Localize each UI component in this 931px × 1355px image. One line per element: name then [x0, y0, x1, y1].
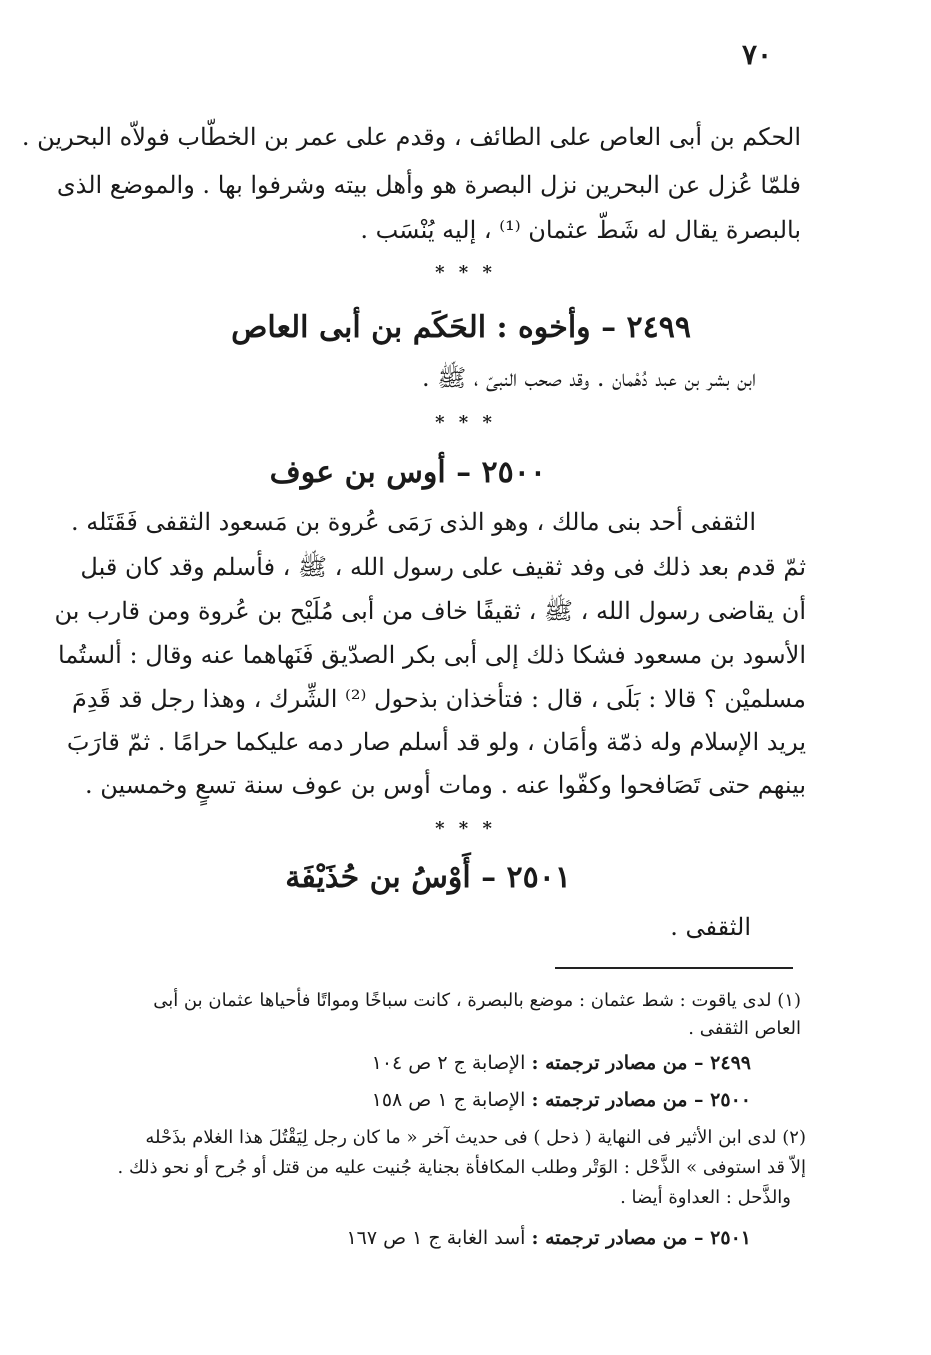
footnote-2-line-3: والذَّحل : العداوة أيضا . — [620, 1187, 791, 1208]
intro-line-3: بالبصرة يقال له شَطّ عثمان ⁽¹⁾ ، إليه يُنْسَب . — [360, 216, 801, 244]
sources-2499-ref: الإصابة ج ٢ ص ١٠٤ — [371, 1052, 532, 1074]
entry-2499-line-1: ابن بشر بن عبد دُهْمان . وقد صحب النبىّ ، ﷺ . — [421, 364, 756, 392]
entry-2500-line-3: أن يقاضى رسول الله ، ﷺ ، ثقيفًا خاف من أبى مُلَيْح بن عُروة ومن قارب بن — [54, 597, 806, 625]
sources-2499 — [372, 1050, 751, 1076]
sources-2500-ref: الإصابة ج ١ ص ١٥٨ — [371, 1089, 532, 1111]
section-separator: * * * — [435, 262, 496, 283]
footnote-1-line-1: (١) لدى ياقوت : شط عثمان : موضع بالبصرة ، كانت سباخًا ومواتًا فأحياها عثمان بن أبى — [153, 990, 801, 1011]
sources-2499-label: ٢٤٩٩ – من مصادر ترجمته : — [531, 1052, 751, 1074]
entry-2500-line-4: الأسود بن مسعود فشكا ذلك إلى أبى بكر الصدّيق فَنَهاهما عنه وقال : ألستُما — [58, 641, 806, 669]
section-separator: * * * — [435, 818, 496, 839]
sources-2500 — [372, 1087, 751, 1113]
sources-2501-label: ٢٥٠١ – من مصادر ترجمته : — [531, 1227, 751, 1249]
sources-2500-label: ٢٥٠٠ – من مصادر ترجمته : — [531, 1089, 751, 1111]
entry-2500-line-2: ثمّ قدم بعد ذلك فى وفد ثقيف على رسول الله ، ﷺ ، فأسلم وقد كان قبل — [80, 553, 806, 581]
footnote-1-line-2: العاص الثقفى . — [688, 1018, 801, 1039]
entry-heading-2499: ٢٤٩٩ – وأخوه : الحَكَم بن أبى العاص — [231, 310, 691, 345]
footnote-rule — [555, 967, 793, 969]
page-number: ٧٠ — [742, 38, 773, 71]
entry-heading-2500: ٢٥٠٠ – أوس بن عوف — [269, 455, 546, 490]
intro-line-2: فلمّا عُزل عن البحرين نزل البصرة هو وأهل بيته وشرفوا بها . والموضع الذى — [56, 171, 801, 199]
entry-2500-line-5: مسلميْن ؟ قالا : بَلَى ، قال : فتأخذان بذحول ⁽²⁾ الشِّرك ، وهذا رجل قد قَدِمَ — [71, 685, 806, 713]
sources-2501 — [346, 1225, 751, 1251]
entry-2500-line-7: بينهم حتى تَصَافحوا وكفّوا عنه . ومات أوس بن عوف سنة تسعٍ وخمسين . — [85, 771, 806, 799]
intro-line-1: الحكم بن أبى العاص على الطائف ، وقدم على عمر بن الخطّاب فولاّه البحرين . — [21, 123, 801, 151]
entry-2501-line-1: الثقفى . — [670, 913, 751, 941]
footnote-2-line-1: (٢) لدى ابن الأثير فى النهاية ( ذحل ) فى حديث آخر « ما كان رجل لِيَقْتُلَ هذا الغلام بذَحْله — [145, 1127, 806, 1148]
section-separator: * * * — [435, 412, 496, 433]
entry-2500-line-6: يريد الإسلام وله ذمّة وأمَان ، ولو قد أسلم صار دمه عليكما حرامًا . ثمّ قارَبَ — [66, 728, 806, 756]
entry-2500-line-1: الثقفى أحد بنى مالك ، وهو الذى رَمَى عُروة بن مَسعود الثقفى فَقَتَله . — [70, 508, 756, 536]
footnote-2-line-2: إلاّ قد استوفى » الذَّحْل : الوَتْر وطلب المكافأة بجناية جُنيت عليه من قتل أو جُرح أو نحو ذلك . — [117, 1157, 806, 1178]
sources-2501-ref: أسد الغابة ج ١ ص ١٦٧ — [346, 1227, 532, 1249]
entry-heading-2501: ٢٥٠١ – أَوْسُ بن حُذَيْفَة — [285, 860, 571, 895]
